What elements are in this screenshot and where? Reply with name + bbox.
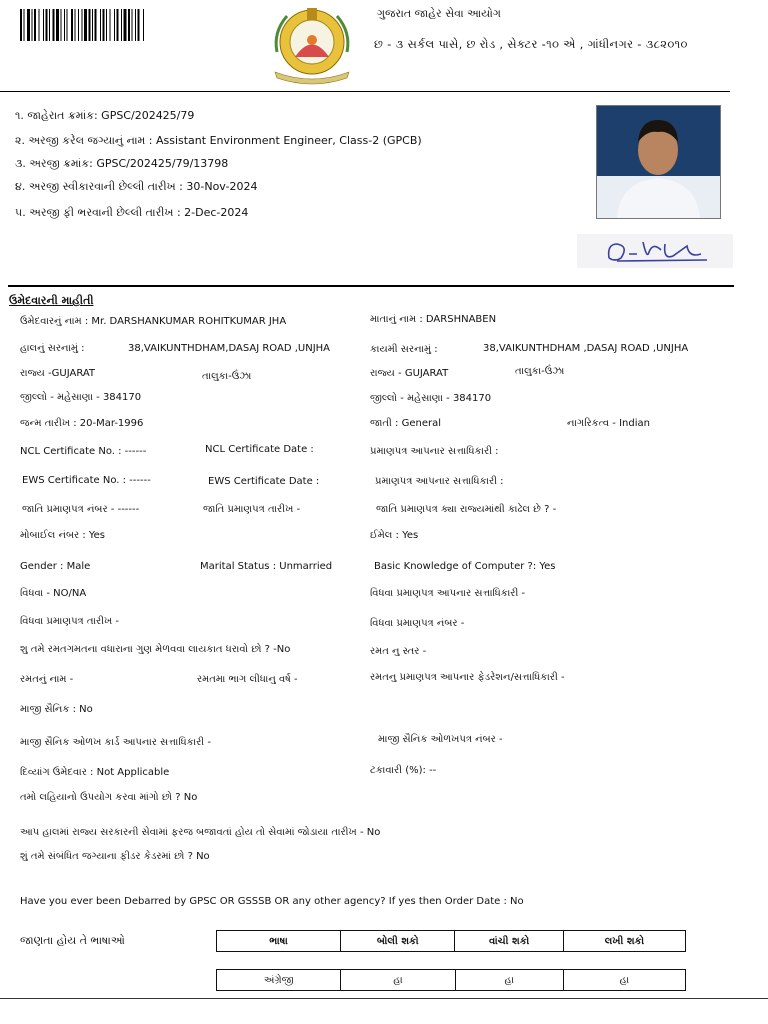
caste-cert-state: જાતિ પ્રમાણપત્ર ક્યા રાજ્યમાંથી કાઢેલ છે ? - — [376, 504, 557, 515]
advt-no: ૧. જાહેરાત ક્રમાંક: GPSC/202425/79 — [15, 109, 195, 122]
state-current: રાજ્ય -GUJARAT — [20, 368, 96, 379]
read-cell: હા — [455, 970, 563, 991]
widow-cert-date: વિધવા પ્રમાણપત્ર તારીખ - — [20, 616, 120, 627]
ex-serviceman: માજી સૈનિક : No — [20, 704, 93, 715]
sport-authority: રમતનુ પ્રમાણપત્ર આપનાર ફેડરેશન/સત્તાધિકારી - — [370, 672, 565, 683]
candidate-info-title: ઉમેદવારની માહીતી — [9, 294, 94, 307]
widow-authority: વિધવા પ્રમાણપત્ર આપનાર સત્તાધિકારી - — [370, 588, 526, 599]
caste-cert-no: જાતિ પ્રમાણપત્ર નંબર - ------ — [22, 504, 140, 515]
page-bottom-divider — [0, 998, 768, 999]
nationality: નાગરિકત્વ - Indian — [567, 418, 650, 429]
disabled-candidate: દિવ્યાંગ ઉમેદવાર : Not Applicable — [20, 767, 170, 778]
languages-header-row — [217, 931, 686, 952]
ews-authority: પ્રમાણપત્ર આપનાર સત્તાધિકારી : — [375, 476, 504, 487]
widow: વિધવા - NO/NA — [20, 588, 87, 599]
ex-id-authority: માજી સૈનિક ઓળખ કાર્ડ આપનાર સત્તાધિકારી - — [20, 737, 211, 748]
ncl-cert-date: NCL Certificate Date : — [205, 444, 314, 455]
current-address-label: હાલનું સરનામું : — [20, 343, 85, 354]
language-cell: અંગ્રેજી — [217, 970, 341, 991]
header-read: વાંચી શકો — [455, 931, 563, 952]
languages-label: જાણતા હોય તે ભાષાઓ — [20, 934, 125, 947]
ex-id-no: માજી સૈનિક ઓળખપત્ર નંબર - — [378, 734, 503, 745]
barcode — [20, 9, 238, 41]
caste: જાતી : General — [370, 418, 441, 429]
sports-level: રમત નુ સ્તર - — [370, 646, 427, 657]
widow-cert-no: વિધવા પ્રમાણપત્ર નંબર - — [370, 618, 465, 629]
scribe-question: તમો લહિયાનો ઉપયોગ કરવા માંગો છો ? No — [20, 792, 198, 803]
ews-cert-date: EWS Certificate Date : — [208, 476, 320, 487]
mobile: મોબાઈલ નંબર : Yes — [20, 530, 106, 541]
org-name: ગુજરાત જાહેર સેવા આયોગ — [377, 7, 501, 20]
table-row — [217, 970, 686, 991]
sports-question: શુ તમે રમતગમતના વધારાના ગુણ મેળવવા લાયકાત ધરાવો છો ? -No — [20, 644, 291, 655]
district-current: જીલ્લો - મહેસાણા - 384170 — [20, 392, 142, 403]
candidate-name: ઉમેદવારનું નામ : Mr. DARSHANKUMAR ROHITKUMAR JHA — [20, 316, 287, 327]
email: ઈમેલ : Yes — [370, 530, 419, 541]
header-write: લખી શકો — [563, 931, 685, 952]
permanent-address-label: કાયમી સરનામું : — [370, 344, 438, 355]
application-no: ૩. અરજી ક્રમાંક: GPSC/202425/79/13798 — [15, 157, 229, 170]
govt-service-question: આપ હાલમાં રાજ્ય સરકારની સેવામાં ફરજ બજાવતાં હોય તો સેવામાં જોડાયા તારીખ - No — [20, 827, 381, 838]
header-divider — [0, 91, 730, 92]
candidate-photo — [596, 105, 721, 219]
languages-header-table — [216, 930, 686, 952]
debarred-question: Have you ever been Debarred by GPSC OR GSSSB OR any other agency? If yes then Order Date : No — [20, 896, 524, 907]
computer-knowledge: Basic Knowledge of Computer ?: Yes — [374, 561, 556, 572]
caste-cert-date: જાતિ પ્રમાણપત્ર તારીખ - — [203, 504, 301, 515]
gender: Gender : Male — [20, 561, 91, 572]
speak-cell: હા — [341, 970, 455, 991]
taluka-permanent: તાલુકા-ઉંઝા — [515, 366, 565, 377]
marital-status: Marital Status : Unmarried — [200, 561, 333, 572]
sport-year: રમતમા ભાગ લીધાનુ વર્ષ - — [197, 674, 298, 685]
current-address: 38,VAIKUNTHDHAM,DASAJ ROAD ,UNJHA — [128, 343, 330, 354]
last-date: ૪. અરજી સ્વીકારવાની છેલ્લી તારીખ : 30-Nov-2024 — [15, 180, 258, 193]
date-of-birth: જન્મ તારીખ : 20-Mar-1996 — [20, 418, 144, 429]
header-speak: બોલી શકો — [341, 931, 455, 952]
languages-table — [216, 969, 686, 991]
taluka-current: તાલુકા-ઉંઝા — [202, 371, 252, 382]
ews-cert-no: EWS Certificate No. : ------ — [22, 475, 151, 486]
section-divider — [8, 285, 734, 287]
post-name: ૨. અરજી કરેલ જગ્યાનું નામ : Assistant Environment Engineer, Class-2 (GPCB) — [15, 134, 422, 147]
fee-last-date: ૫. અરજી ફી ભરવાની છેલ્લી તારીખ : 2-Dec-2024 — [15, 206, 249, 219]
write-cell: હા — [563, 970, 685, 991]
mother-name: માતાનું નામ : DARSHNABEN — [370, 314, 497, 325]
org-address: છ - ૩ સર્કલ પાસે, છ રોડ , સેક્ટર -૧૦ એ , ગાંધીનગર - ૩૮૨૦૧૦ — [374, 37, 688, 51]
state-permanent: રાજ્ય - GUJARAT — [370, 368, 449, 379]
permanent-address: 38,VAIKUNTHDHAM ,DASAJ ROAD ,UNJHA — [483, 343, 689, 354]
district-permanent: જીલ્લો - મહેસાણા - 384170 — [370, 393, 492, 404]
gpsc-emblem-logo — [265, 2, 359, 86]
disability-percent: ટકાવારી (%): -- — [370, 765, 437, 776]
ncl-cert-no: NCL Certificate No. : ------ — [20, 446, 147, 457]
header-language: ભાષા — [217, 931, 341, 952]
signature — [577, 234, 733, 268]
feeder-cadre-question: શું તમે સંબંધિત જગ્યાના ફીડર કેડરમાં છો ? No — [20, 851, 210, 862]
ncl-authority: પ્રમાણપત્ર આપનાર સત્તાધિકારી : — [370, 446, 499, 457]
sport-name: રમતનું નામ - — [20, 674, 74, 685]
